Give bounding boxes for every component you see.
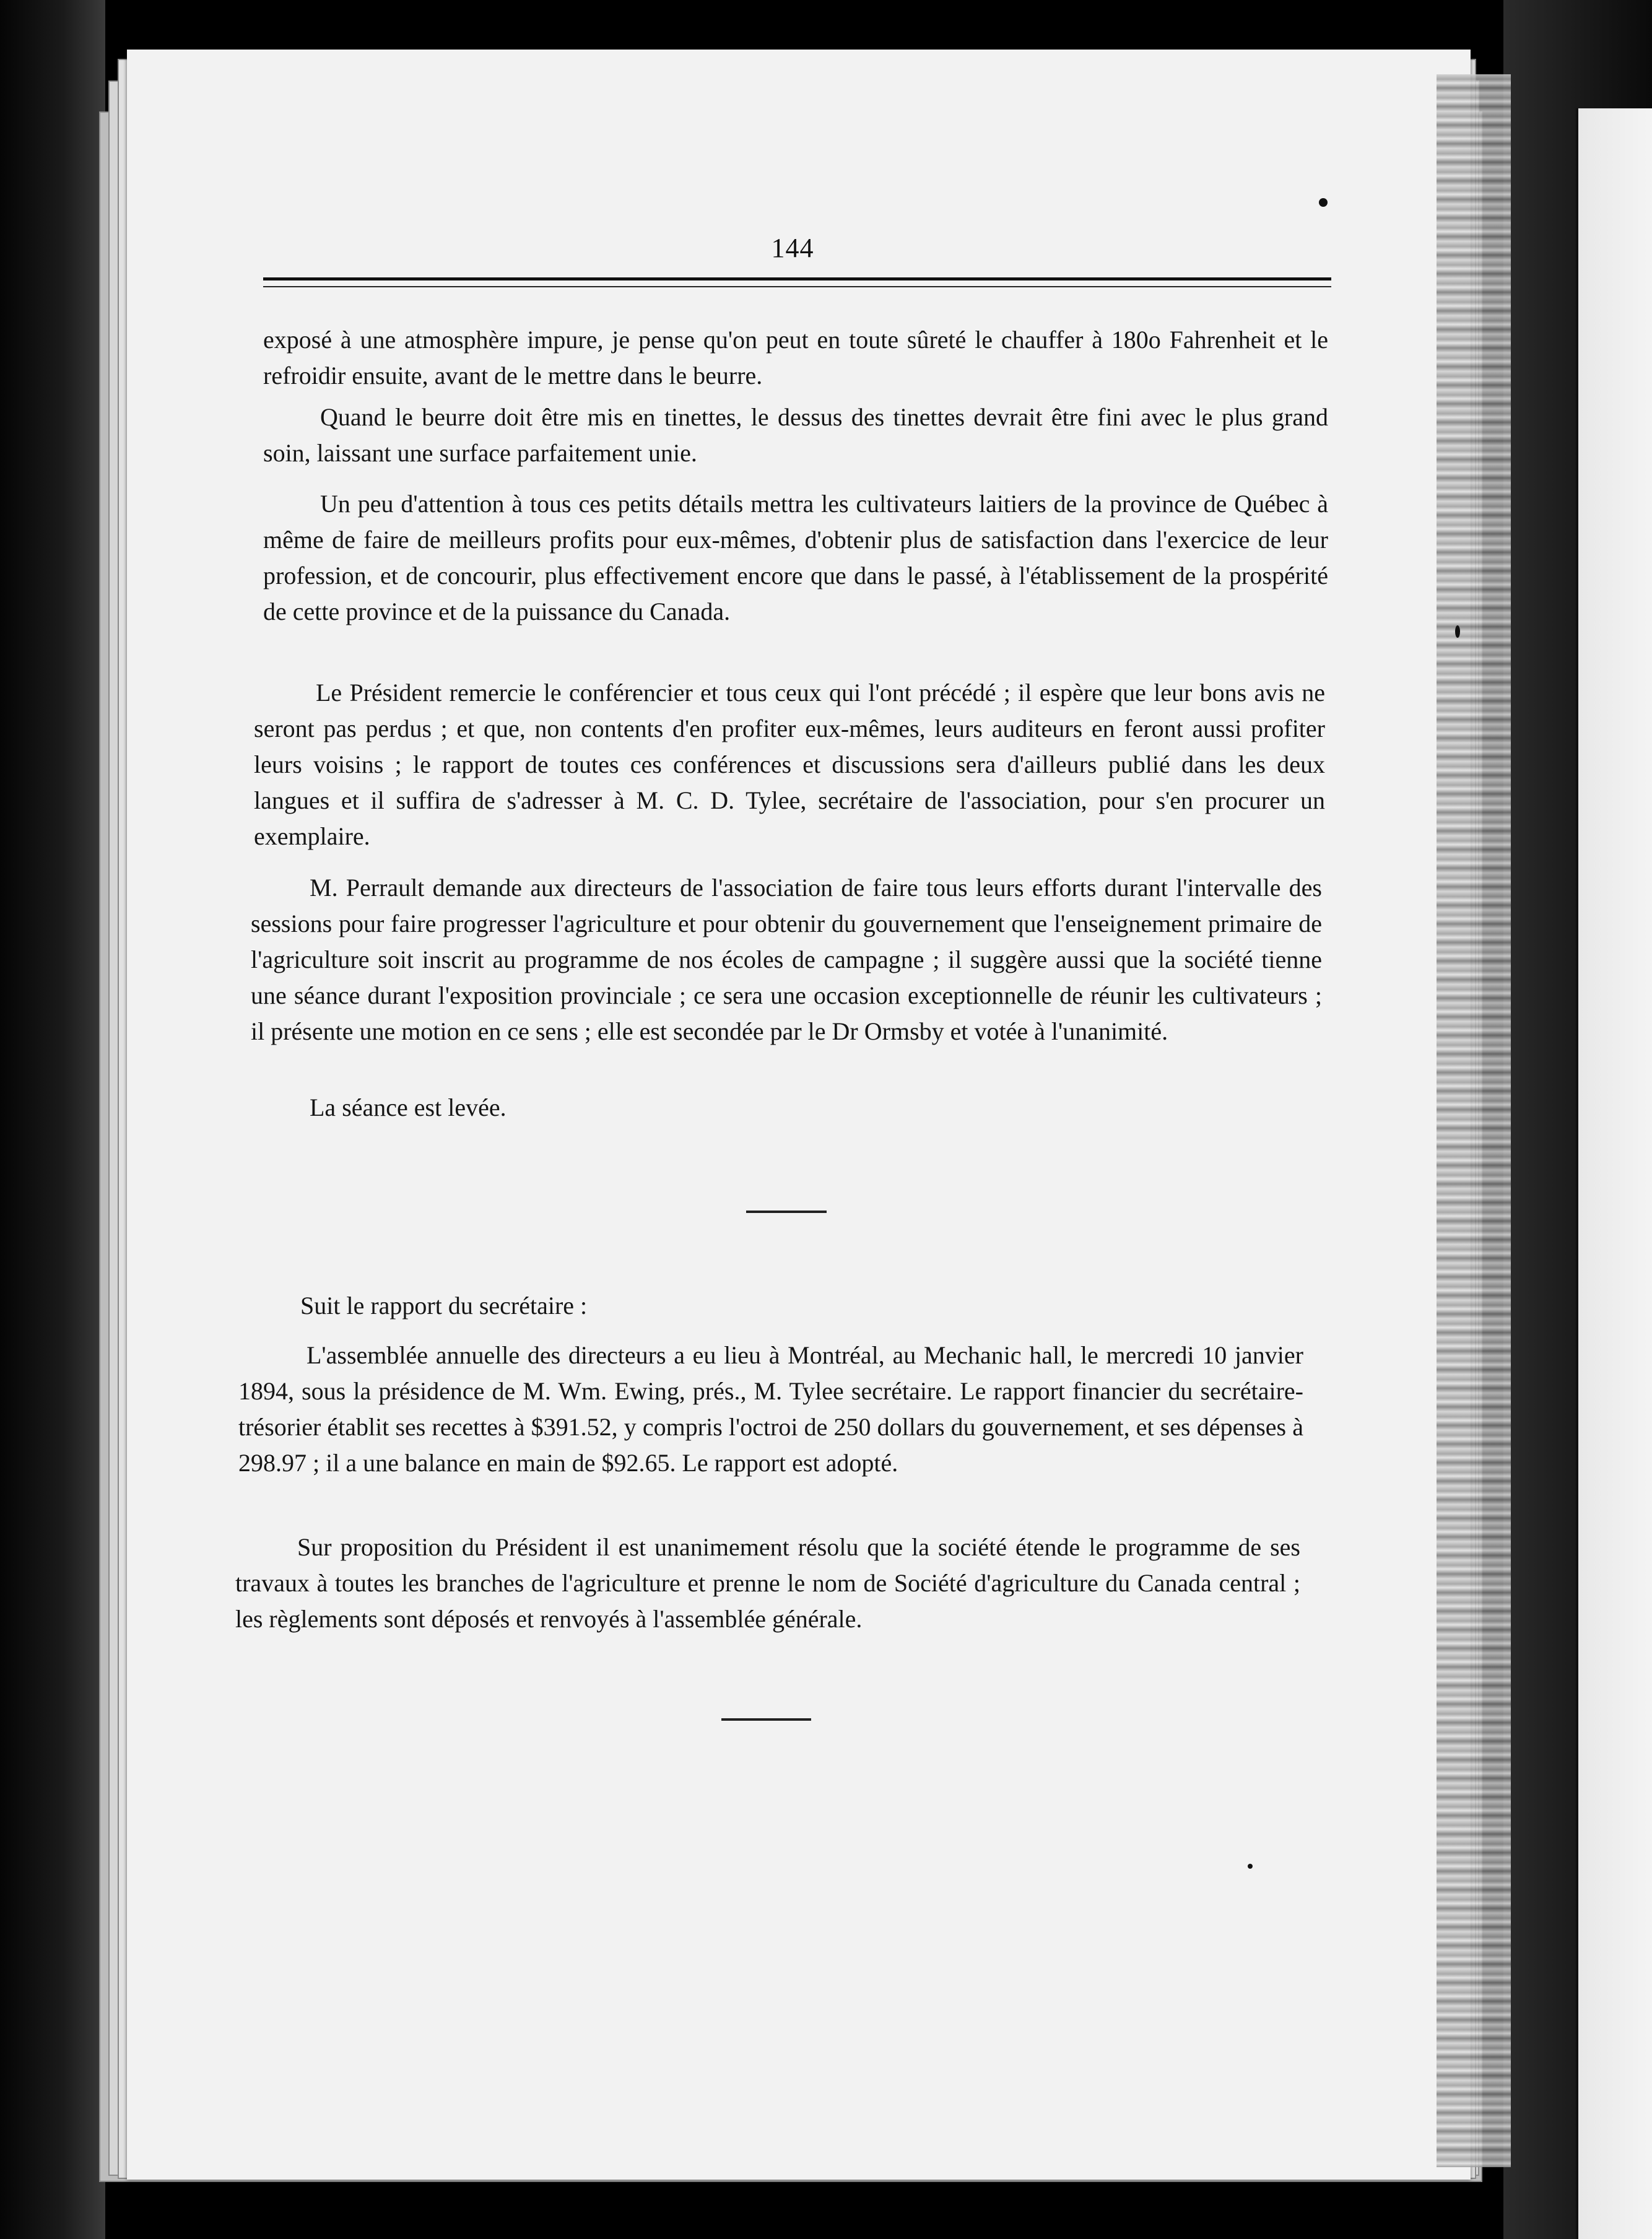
section-divider xyxy=(746,1211,827,1213)
page-number: 144 xyxy=(771,233,814,263)
ink-speck xyxy=(1455,625,1460,638)
header-rule-thin xyxy=(263,286,1331,287)
paragraph: Sur proposition du Président il est unanimement résolu que la société étende le programme de ses travaux à toutes les branches de l'agriculture et prenne le nom de Société d'agriculture du Canada central ; les règlements sont déposés et renvoyés à l'assemblée générale. xyxy=(235,1533,1300,1633)
paragraph: La séance est levée. xyxy=(310,1093,506,1121)
paragraph: L'assemblée annuelle des directeurs a eu lieu à Montréal, au Mechanic hall, le mercredi 10 janvier 1894, sous la présidence de M. Wm. Ewing, prés., M. Tylee secrétaire. Le rapport financier du secrétaire-trésorier établit ses recettes à $391.52, y compris l'octroi de 250 dollars du gouvernement, et ses dépenses à 298.97 ; il a une balance en main de $92.65. Le rapport est adopté. xyxy=(238,1341,1303,1477)
torn-page-edge xyxy=(1437,74,1511,2167)
header-rule xyxy=(263,277,1331,280)
adjacent-page xyxy=(1576,108,1652,2239)
section-divider xyxy=(721,1718,811,1721)
paragraph: M. Perrault demande aux directeurs de l'association de faire tous leurs efforts durant l'intervalle des sessions pour faire progresser l'agriculture et pour obtenir du gouvernement que l'enseignement primaire de l'agriculture soit inscrit au programme de nos écoles de campagne ; il suggère aussi que la société tienne une séance durant l'exposition provinciale ; ce sera une occasion exceptionnelle de réunir les cultivateurs ; il présente une motion en ce sens ; elle est secondée par le Dr Ormsby et votée à l'unanimité. xyxy=(251,874,1322,1045)
ink-speck xyxy=(1248,1864,1253,1869)
paragraph: Le Président remercie le conférencier et tous ceux qui l'ont précédé ; il espère que leur bons avis ne seront pas perdus ; et que, non contents d'en profiter eux-mêmes, leurs auditeurs en feront aussi profiter leurs voisins ; le rapport de toutes ces conférences et discussions sera d'ailleurs publié dans les deux langues et il suffira de s'adresser à M. C. D. Tylee, secrétaire de l'association, pour s'en procurer un exemplaire. xyxy=(254,679,1325,850)
paragraph: Suit le rapport du secrétaire : xyxy=(300,1292,588,1319)
ink-speck xyxy=(1319,198,1328,207)
paragraph: exposé à une atmosphère impure, je pense qu'on peut en toute sûreté le chauffer à 180o Fahrenheit et le refroidir ensuite, avant de le mettre dans le beurre. xyxy=(263,326,1328,389)
film-border-left xyxy=(0,0,105,2239)
paragraph: Quand le beurre doit être mis en tinettes, le dessus des tinettes devrait être fini avec le plus grand soin, laissant une surface parfaitement unie. xyxy=(263,403,1328,467)
paragraph: Un peu d'attention à tous ces petits détails mettra les cultivateurs laitiers de la province de Québec à même de faire de meilleurs profits pour eux-mêmes, d'obtenir plus de satisfaction dans l'exercice de leur profession, et de concourir, plus effectivement encore que dans le passé, à l'établissement de la prospérité de cette province et de la puissance du Canada. xyxy=(263,490,1328,625)
